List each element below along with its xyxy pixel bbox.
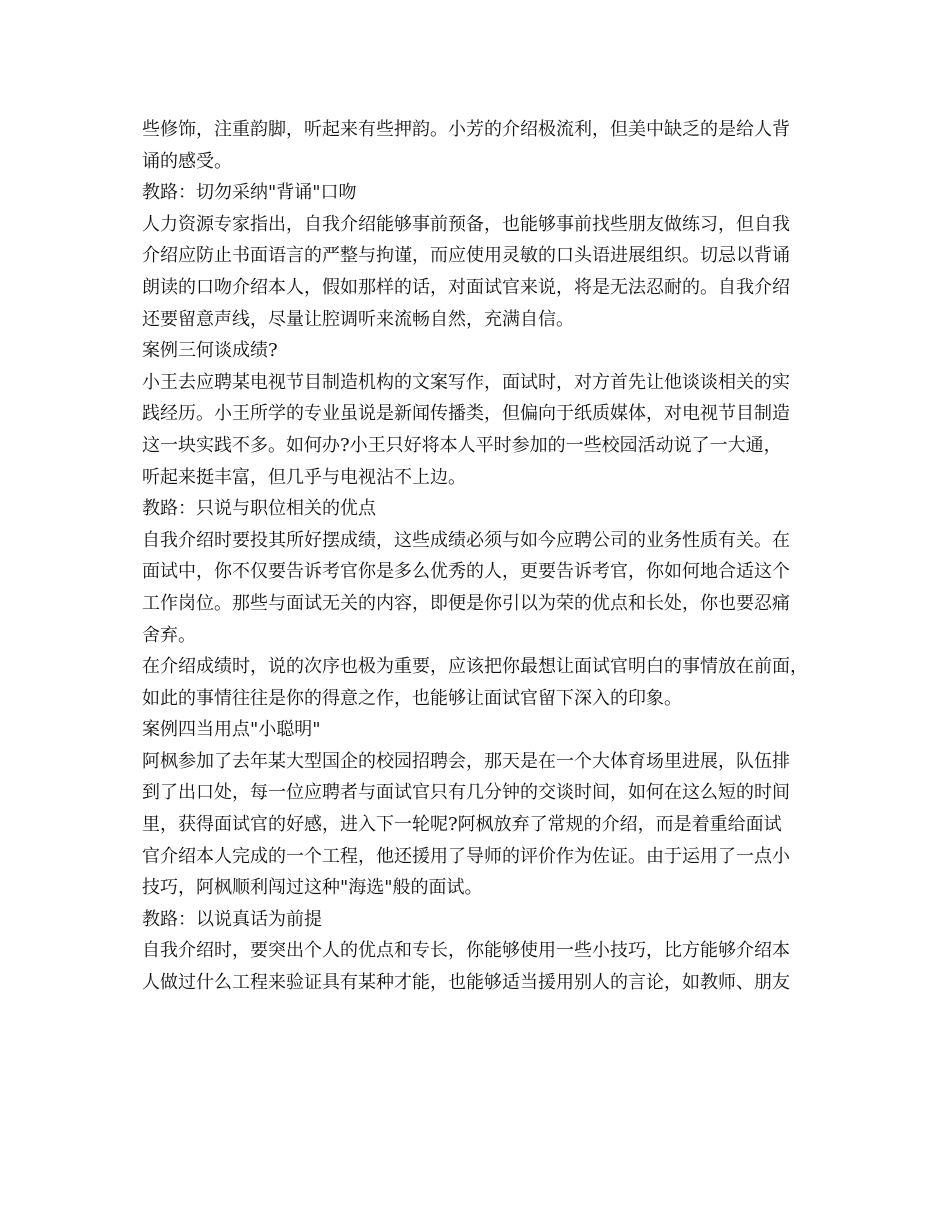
text-line: 朗读的口吻介绍本人，假如那样的话，对面试官来说，将是无法忍耐的。自我介绍 <box>142 276 790 298</box>
section-heading: 案例四当用点"小聪明" <box>142 719 321 741</box>
section-heading: 案例三何谈成绩? <box>142 340 278 362</box>
text-line: 自我介绍时，要突出个人的优点和专长，你能够使用一些小技巧，比方能够介绍本 <box>142 940 790 962</box>
text-line: 介绍应防止书面语言的严整与拘谨，而应使用灵敏的口头语进展组织。切忌以背诵 <box>142 245 790 267</box>
document-body <box>142 114 822 999</box>
text-line: 还要留意声线，尽量让腔调听来流畅自然，充满自信。 <box>142 308 574 330</box>
text-line: 人做过什么工程来验证具有某种才能，也能够适当援用别人的言论，如教师、朋友 <box>142 972 790 994</box>
section-heading: 教路：切勿采纳"背诵"口吻 <box>142 182 357 204</box>
text-line: 诵的感受。 <box>142 150 232 172</box>
section-heading: 教路：只说与职位相关的优点 <box>142 498 376 520</box>
text-line: 里，获得面试官的好感，进入下一轮呢?阿枫放弃了常规的介绍，而是着重给面试 <box>142 814 782 836</box>
section-heading: 教路：以说真话为前提 <box>142 908 322 930</box>
text-line: 在介绍成绩时，说的次序也极为重要，应该把你最想让面试官明白的事情放在前面， <box>142 656 808 678</box>
text-line: 舍弃。 <box>142 624 196 646</box>
text-line: 技巧，阿枫顺利闯过这种"海选"般的面试。 <box>142 877 483 899</box>
text-line: 践经历。小王所学的专业虽说是新闻传播类，但偏向于纸质媒体，对电视节目制造 <box>142 403 790 425</box>
text-line: 到了出口处，每一位应聘者与面试官只有几分钟的交谈时间，如何在这么短的时间 <box>142 782 790 804</box>
text-line: 自我介绍时要投其所好摆成绩，这些成绩必须与如今应聘公司的业务性质有关。在 <box>142 529 790 551</box>
text-line: 人力资源专家指出，自我介绍能够事前预备，也能够事前找些朋友做练习，但自我 <box>142 213 790 235</box>
text-line: 这一块实践不多。如何办?小王只好将本人平时参加的一些校园活动说了一大通， <box>142 434 782 456</box>
text-line: 阿枫参加了去年某大型国企的校园招聘会，那天是在一个大体育场里进展，队伍排 <box>142 750 790 772</box>
text-line: 些修饰，注重韵脚，听起来有些押韵。小芳的介绍极流利，但美中缺乏的是给人背 <box>142 119 790 140</box>
text-line: 小王去应聘某电视节目制造机构的文案写作，面试时，对方首先让他谈谈相关的实 <box>142 371 790 393</box>
text-line: 面试中，你不仅要告诉考官你是多么优秀的人，更要告诉考官，你如何地合适这个 <box>142 561 790 583</box>
text-line: 工作岗位。那些与面试无关的内容，即便是你引以为荣的优点和长处，你也要忍痛 <box>142 592 790 614</box>
text-line: 官介绍本人完成的一个工程，他还援用了导师的评价作为佐证。由于运用了一点小 <box>142 845 790 867</box>
text-line: 如此的事情往往是你的得意之作，也能够让面试官留下深入的印象。 <box>142 687 682 709</box>
text-line: 听起来挺丰富，但几乎与电视沾不上边。 <box>142 466 466 488</box>
